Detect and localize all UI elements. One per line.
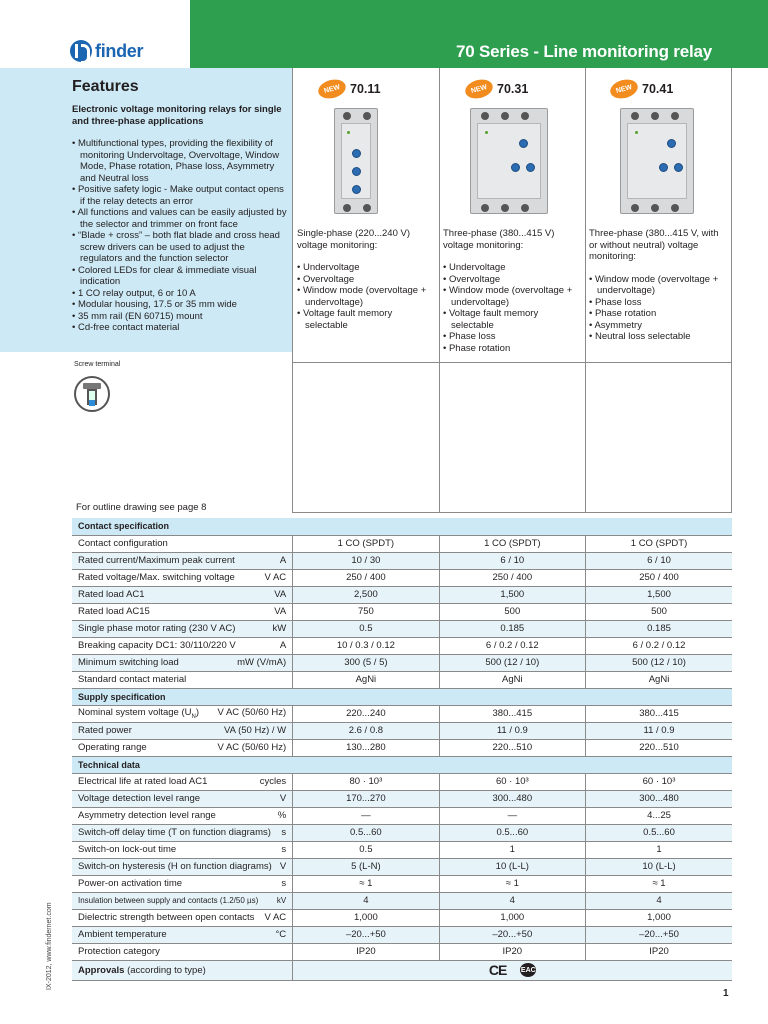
table-row: Rated load AC15 VA 750 500 500 — [72, 603, 732, 620]
finder-logo-text: finder — [95, 40, 144, 61]
list-item: • “Blade + cross” – both flat blade and cross head screw drivers can be used to adjust the regulators and the function selector — [72, 230, 288, 265]
list-item: • Cd-free contact material — [72, 322, 288, 334]
model-description-70-11 — [297, 228, 437, 331]
list-item: • Undervoltage — [297, 262, 437, 274]
ce-mark-icon: CE — [488, 962, 507, 978]
divider — [292, 512, 732, 513]
table-row: Single phase motor rating (230 V AC) kW 0.5 0.185 0.185 — [72, 620, 732, 637]
model-header-70-11 — [318, 80, 381, 98]
finder-logo-icon — [70, 40, 92, 62]
list-item: • All functions and values can be easily adjusted by the selector and trimmer on front face — [72, 207, 288, 230]
new-badge: NEW — [316, 77, 348, 102]
table-row: Dielectric strength between open contacts V AC 1,000 1,000 1,000 — [72, 909, 732, 926]
column-divider — [585, 68, 586, 512]
model-header-70-31 — [465, 80, 528, 98]
model-name: 70.11 — [350, 82, 381, 96]
list-item: • Colored LEDs for clear & immediate visual indication — [72, 265, 288, 288]
list-item: • Phase rotation — [443, 343, 583, 355]
table-row: Switch-on hysteresis (H on function diagrams) V 5 (L-N) 10 (L-L) 10 (L-L) — [72, 858, 732, 875]
new-badge: NEW — [608, 77, 640, 102]
list-item: • Overvoltage — [297, 274, 437, 286]
list-item: • Voltage fault memory selectable — [297, 308, 437, 331]
table-row: Ambient temperature °C –20...+50 –20...+50 –20...+50 — [72, 926, 732, 943]
list-item: • Overvoltage — [443, 274, 583, 286]
relay-image-70-31 — [470, 108, 548, 214]
table-row: Rated voltage/Max. switching voltage V AC 250 / 400 250 / 400 250 / 400 — [72, 569, 732, 586]
model-description-70-31 — [443, 228, 583, 354]
list-item: • Window mode (overvoltage + undervoltage) — [589, 274, 729, 297]
section-header: Contact specification — [72, 518, 732, 535]
list-item: • Window mode (overvoltage + undervoltage) — [297, 285, 437, 308]
model-header-70-41 — [610, 80, 673, 98]
table-row: Rated load AC1 VA 2,500 1,500 1,500 — [72, 586, 732, 603]
list-item: • Modular housing, 17.5 or 35 mm wide — [72, 299, 288, 311]
table-row: Breaking capacity DC1: 30/110/220 V A 10 / 0.3 / 0.12 6 / 0.2 / 0.12 6 / 0.2 / 0.12 — [72, 637, 732, 654]
finder-logo — [70, 40, 143, 62]
table-row: Operating range V AC (50/60 Hz) 130...280 220...510 220...510 — [72, 739, 732, 756]
list-item: • Positive safety logic - Make output contact opens if the relay detects an error — [72, 184, 288, 207]
model-intro: Three-phase (380...415 V, with or without neutral) voltage monitoring: — [589, 228, 719, 262]
list-item: • 35 mm rail (EN 60715) mount — [72, 311, 288, 323]
table-row: Insulation between supply and contacts (1.2/50 µs) kV 4 4 4 — [72, 892, 732, 909]
features-title: Features — [72, 78, 139, 95]
column-divider — [292, 68, 293, 512]
table-row: Voltage detection level range V 170...270 300...480 300...480 — [72, 790, 732, 807]
model-intro: Three-phase (380...415 V) voltage monitoring: — [443, 228, 555, 251]
outline-note: For outline drawing see page 8 — [76, 502, 207, 513]
column-divider — [439, 68, 440, 512]
section-header: Technical data — [72, 756, 732, 773]
section-header: Supply specification — [72, 688, 732, 705]
table-row: Nominal system voltage $(U_N)$ V AC (50/60 Hz) 220...240 380...415 380...415 — [72, 705, 732, 722]
list-item: • Neutral loss selectable — [589, 331, 729, 343]
table-row: Contact configuration 1 CO (SPDT) 1 CO (SPDT) 1 CO (SPDT) — [72, 535, 732, 552]
column-divider — [731, 68, 732, 512]
list-item: • Voltage fault memory selectable — [443, 308, 583, 331]
list-item: • Multifunctional types, providing the flexibility of monitoring Undervoltage, Overvoltage, Window Mode, Phase rotation, Phase loss, Asymmetry and Neutral loss — [72, 138, 288, 184]
list-item: • Phase rotation — [589, 308, 729, 320]
page-number: 1 — [723, 988, 729, 999]
table-row: Asymmetry detection level range % — — 4...25 — [72, 807, 732, 824]
approvals-row — [72, 960, 732, 980]
features-subtitle: Electronic voltage monitoring relays for single and three-phase applications — [72, 104, 282, 127]
model-intro: Single-phase (220...240 V) voltage monitoring: — [297, 228, 411, 251]
relay-image-70-11 — [334, 108, 378, 214]
table-row: Rated current/Maximum peak current A 10 / 30 6 / 10 6 / 10 — [72, 552, 732, 569]
model-name: 70.31 — [497, 82, 529, 96]
eac-mark-icon: EAC — [520, 963, 536, 977]
list-item: • Asymmetry — [589, 320, 729, 332]
list-item: • 1 CO relay output, 6 or 10 A — [72, 288, 288, 300]
table-row: Switch-off delay time (T on function diagrams) s 0.5...60 0.5...60 0.5...60 — [72, 824, 732, 841]
model-name: 70.41 — [642, 82, 674, 96]
features-list — [72, 138, 288, 334]
spec-table — [72, 518, 732, 981]
divider — [292, 362, 732, 363]
screw-terminal-icon — [74, 376, 110, 412]
screw-terminal-label: Screw terminal — [74, 361, 121, 368]
table-row: Electrical life at rated load AC1 cycles 80 · 10³ 60 · 10³ 60 · 10³ — [72, 773, 732, 790]
table-row: Minimum switching load mW (V/mA) 300 (5 / 5) 500 (12 / 10) 500 (12 / 10) — [72, 654, 732, 671]
table-row: Protection category IP20 IP20 IP20 — [72, 943, 732, 960]
side-note: IX-2012, www.findernet.com — [46, 902, 53, 990]
approvals-label: Approvals — [78, 964, 125, 976]
list-item: • Phase loss — [443, 331, 583, 343]
list-item: • Phase loss — [589, 297, 729, 309]
table-row: Switch-on lock-out time s 0.5 1 1 — [72, 841, 732, 858]
table-row: Rated power VA (50 Hz) / W 2.6 / 0.8 11 / 0.9 11 / 0.9 — [72, 722, 732, 739]
list-item: • Undervoltage — [443, 262, 583, 274]
new-badge: NEW — [463, 77, 495, 102]
list-item: • Window mode (overvoltage + undervoltage) — [443, 285, 583, 308]
approvals-note: (according to type) — [127, 964, 206, 976]
table-row: Standard contact material AgNi AgNi AgNi — [72, 671, 732, 688]
table-row: Power-on activation time s ≈ 1 ≈ 1 ≈ 1 — [72, 875, 732, 892]
series-title: 70 Series - Line monitoring relay — [455, 42, 712, 61]
relay-image-70-41 — [620, 108, 694, 214]
model-description-70-41 — [589, 228, 729, 343]
